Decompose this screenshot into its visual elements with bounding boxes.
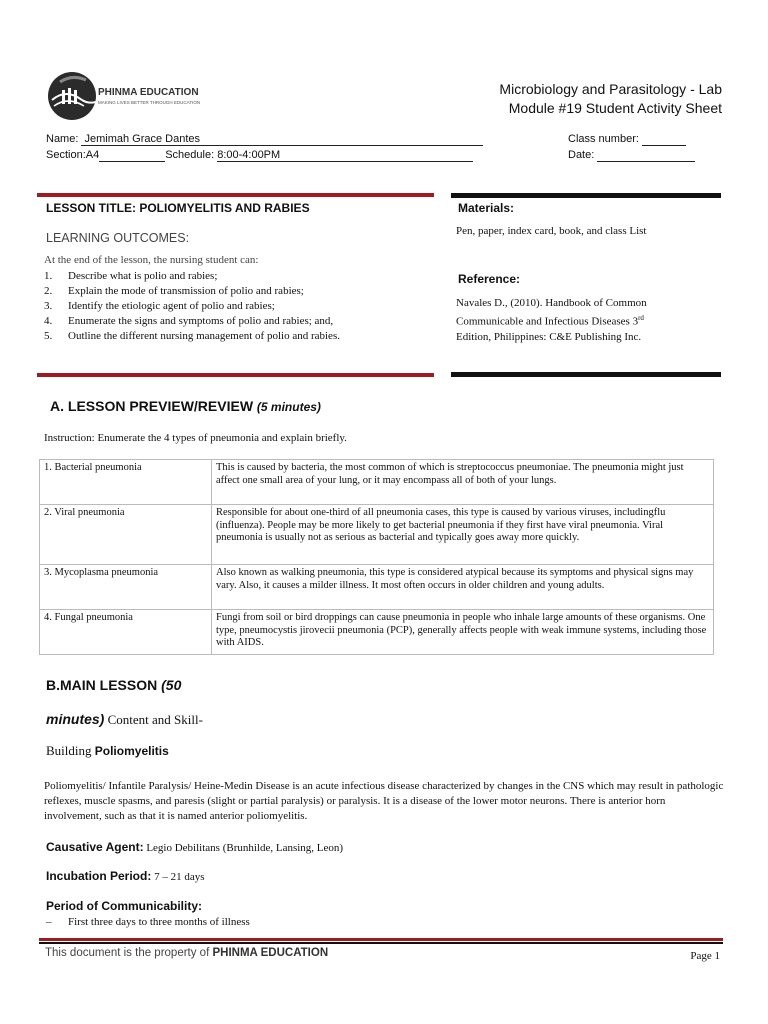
divider-red-top bbox=[37, 193, 434, 197]
divider-black-mid bbox=[451, 372, 721, 377]
outcomes-list bbox=[44, 269, 424, 344]
section-a-instruction: Instruction: Enumerate the 4 types of pneumonia and explain briefly. bbox=[44, 432, 347, 444]
divider-black-top bbox=[451, 193, 721, 198]
causative-agent: Causative Agent: Legio Debilitans (Brunhilde, Lansing, Leon) bbox=[46, 840, 344, 854]
section-b-title: B.MAIN LESSON (50 bbox=[46, 677, 182, 693]
pneumonia-type: 4. Fungal pneumonia bbox=[40, 610, 212, 655]
section-field[interactable] bbox=[99, 149, 165, 162]
name-field[interactable] bbox=[81, 133, 483, 146]
pneumonia-desc: This is caused by bacteria, the most common of which is streptococcus pneumoniae. The pneumonia might just affect one small area of your lung, or it may encompass all of both of your lungs. bbox=[212, 460, 714, 505]
name-value: Jemimah Grace Dantes bbox=[84, 133, 201, 145]
pneumonia-type: 2. Viral pneumonia bbox=[40, 505, 212, 565]
learning-outcomes-heading: LEARNING OUTCOMES: bbox=[46, 231, 190, 245]
table-row bbox=[40, 565, 714, 610]
pneumonia-type: 1. Bacterial pneumonia bbox=[40, 460, 212, 505]
table-row bbox=[40, 505, 714, 565]
date-row bbox=[568, 149, 695, 162]
footer-divider-red bbox=[39, 938, 723, 941]
pneumonia-type: 3. Mycoplasma pneumonia bbox=[40, 565, 212, 610]
page-number: Page 1 bbox=[690, 950, 720, 962]
reference-heading: Reference: bbox=[458, 272, 521, 286]
outcome-item: 5. Outline the different nursing management of polio and rabies. bbox=[44, 330, 340, 342]
schedule-value: 8:00-4:00PM bbox=[217, 149, 281, 161]
incubation-period: Incubation Period: 7 – 21 days bbox=[46, 869, 205, 883]
section-b-topic: Building Poliomyelitis bbox=[46, 743, 169, 758]
schedule-field[interactable] bbox=[217, 149, 473, 162]
communicability-heading: Period of Communicability: bbox=[46, 899, 203, 913]
table-row bbox=[40, 610, 714, 655]
outcome-item: 3. Identify the etiologic agent of polio and rabies; bbox=[44, 300, 275, 312]
class-number-label: Class number: bbox=[568, 133, 639, 145]
pneumonia-desc: Also known as walking pneumonia, this type is considered atypical because its symptoms and physical signs may vary. Also, it causes a milder illness. It most often occurs in older children and young adults. bbox=[212, 565, 714, 610]
reference-text: Navales D., (2010). Handbook of Common Communicable and Infectious Diseases 3rd Edition, Philippines: C&E Publishing Inc. bbox=[456, 297, 647, 343]
table-row bbox=[40, 460, 714, 505]
footer-divider-black bbox=[39, 942, 723, 944]
logo-name: PHINMA EDUCATION bbox=[98, 87, 199, 98]
header-titles bbox=[499, 80, 722, 118]
logo-tagline: MAKING LIVES BETTER THROUGH EDUCATION bbox=[98, 100, 201, 105]
divider-red-mid bbox=[37, 373, 434, 377]
module-title: Module #19 Student Activity Sheet bbox=[508, 100, 722, 116]
materials-text: Pen, paper, index card, book, and class List bbox=[456, 225, 647, 237]
pneumonia-desc: Responsible for about one-third of all pneumonia cases, this type is caused by various viruses, includingflu (influenza). People may be more likely to get bacterial pneumonia if they first have viral pneumonia. Viral pneumonia is usually not as serious as bacterial and typically goes away more quickly. bbox=[212, 505, 714, 565]
date-label: Date: bbox=[568, 149, 595, 161]
section-a-title: A. LESSON PREVIEW/REVIEW (5 minutes) bbox=[50, 398, 321, 414]
section-label: Section:A4 bbox=[46, 149, 100, 161]
outcome-item: 4. Enumerate the signs and symptoms of polio and rabies; and, bbox=[44, 315, 334, 327]
section-row bbox=[46, 149, 473, 162]
pneumonia-table bbox=[39, 459, 714, 655]
materials-heading: Materials: bbox=[458, 201, 515, 215]
class-number-row bbox=[568, 133, 686, 146]
name-row bbox=[46, 133, 483, 146]
outcome-item: 2. Explain the mode of transmission of polio and rabies; bbox=[44, 285, 304, 297]
footer-text: This document is the property of PHINMA EDUCATION bbox=[45, 947, 329, 959]
schedule-label: Schedule: bbox=[165, 149, 215, 161]
phinma-globe-icon bbox=[46, 70, 102, 122]
section-b-subtitle: minutes) Content and Skill- bbox=[46, 711, 203, 727]
phinma-logo bbox=[46, 70, 226, 122]
pneumonia-desc: Fungi from soil or bird droppings can cause pneumonia in people who inhale large amounts of these organisms. One type, pneumocystis jirovecii pneumonia (PCP), generally affects people with weak immune systems, including those with AIDS. bbox=[212, 610, 714, 655]
lesson-title: LESSON TITLE: POLIOMYELITIS AND RABIES bbox=[46, 201, 310, 215]
class-number-field[interactable] bbox=[642, 133, 686, 146]
polio-paragraph: Poliomyelitis/ Infantile Paralysis/ Heine-Medin Disease is an acute infectious disease characterized by changes in the CNS which may result in pathologic reflexes, muscle spasms, and paresis (slight or partial paralysis) or paralysis. It is a disease of the lower motor neurons. There is anterior horn involvement, such as that it is named anterior poliomyelitis. bbox=[44, 780, 724, 822]
communicability-item: – First three days to three months of illness bbox=[46, 916, 250, 928]
name-label: Name: bbox=[46, 133, 79, 145]
date-field[interactable] bbox=[597, 149, 695, 162]
course-title: Microbiology and Parasitology - Lab bbox=[499, 81, 722, 97]
outcomes-intro: At the end of the lesson, the nursing student can: bbox=[44, 254, 259, 266]
outcome-item: 1. Describe what is polio and rabies; bbox=[44, 270, 218, 282]
